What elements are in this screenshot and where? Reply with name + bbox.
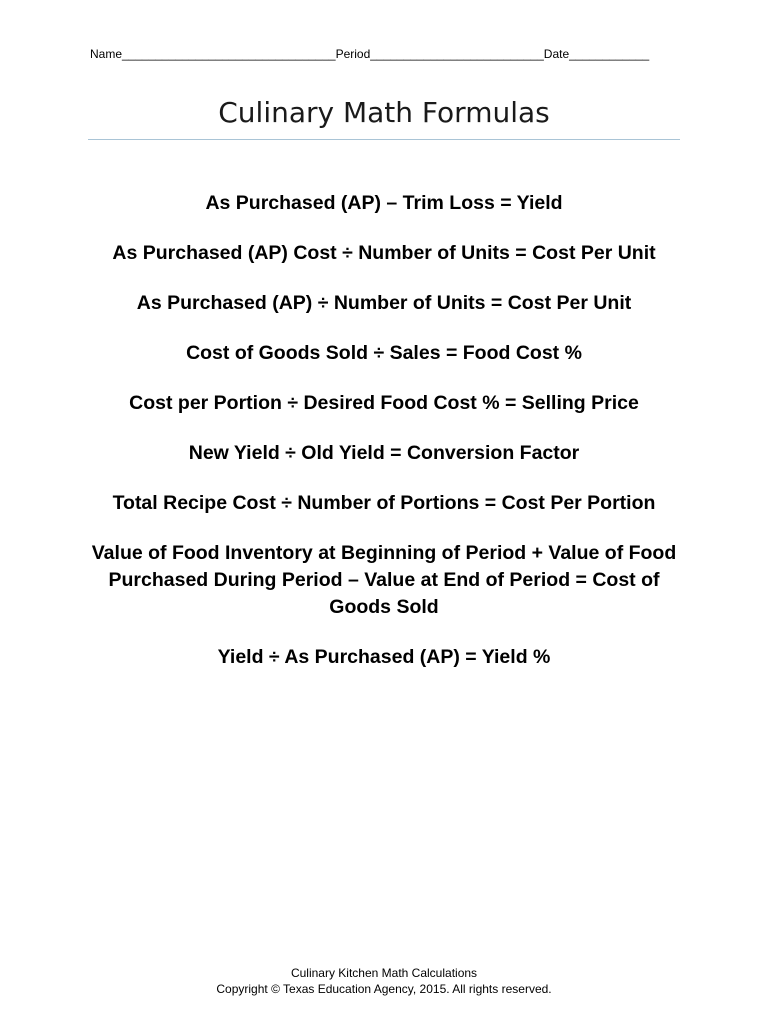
formula-item: Cost per Portion ÷ Desired Food Cost % = Selling Price: [129, 392, 639, 414]
formula-item: As Purchased (AP) – Trim Loss = Yield: [205, 192, 563, 214]
formula-item: New Yield ÷ Old Yield = Conversion Factor: [188, 442, 580, 464]
formula-item: As Purchased (AP) Cost ÷ Number of Units = Cost Per Unit: [112, 242, 656, 264]
page-title: Culinary Math Formulas: [218, 96, 550, 129]
formula-item: Total Recipe Cost ÷ Number of Portions = Cost Per Portion: [112, 492, 656, 514]
footer-copyright: Copyright © Texas Education Agency, 2015. All rights reserved.: [216, 982, 552, 996]
page-footer: [0, 965, 768, 997]
title-divider: [88, 139, 680, 140]
name-period-date-line: Name________________________________Period__________________________Date____________: [90, 47, 650, 61]
footer-title: Culinary Kitchen Math Calculations: [290, 966, 478, 980]
formula-item: Value of Food Inventory at Beginning of Period + Value of Food Purchased During Period – Value at End of Period = Cost of Goods Sold: [91, 542, 677, 618]
formula-item: Yield ÷ As Purchased (AP) = Yield %: [217, 646, 551, 668]
formula-item: As Purchased (AP) ÷ Number of Units = Cost Per Unit: [136, 292, 632, 314]
formula-list: [90, 190, 678, 694]
formula-item: Cost of Goods Sold ÷ Sales = Food Cost %: [186, 342, 582, 364]
